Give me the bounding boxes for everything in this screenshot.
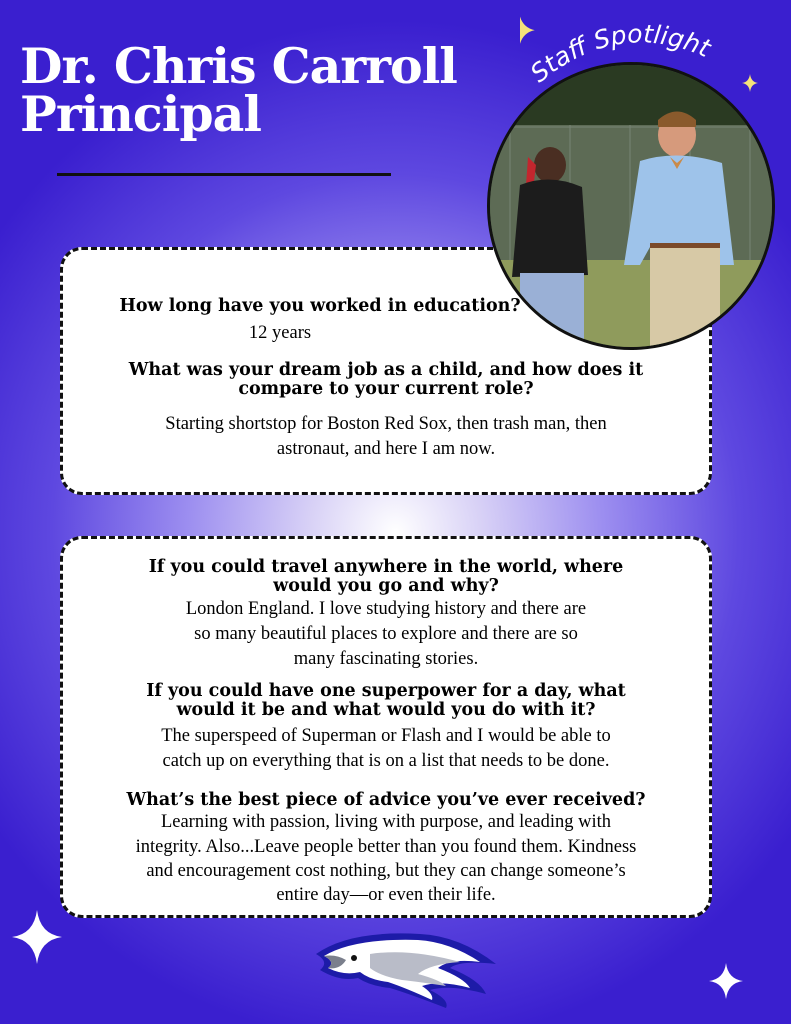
question-superpower-line1: If you could have one superpower for a day, what: [146, 681, 626, 701]
small-sparkle-star-icon: [742, 74, 758, 92]
title-divider: [57, 173, 391, 176]
question-experience: How long have you worked in education?: [119, 296, 521, 316]
answer-advice-line4: entire day—or even their life.: [276, 885, 496, 905]
question-travel-line1: If you could travel anywhere in the world, where: [148, 557, 624, 577]
answer-superpower-line2: catch up on everything that is on a list that needs to be done.: [162, 751, 610, 771]
sparkle-star-icon: [520, 11, 535, 48]
sparkle-star-icon: [708, 962, 744, 1000]
answer-experience: 12 years: [248, 323, 312, 343]
answer-superpower-line1: The superspeed of Superman or Flash and I would be able to: [161, 726, 611, 746]
principal-photo: [487, 62, 775, 350]
question-advice: What’s the best piece of advice you’ve ever received?: [126, 790, 646, 810]
banner-text: Staff Spotlight: [524, 19, 715, 89]
answer-travel-line2: so many beautiful places to explore and there are so: [194, 624, 578, 644]
answer-travel-line3: many fascinating stories.: [293, 649, 479, 669]
eagle-head-logo: [310, 924, 500, 1010]
sparkle-star-icon: [10, 908, 64, 966]
answer-advice-line3: and encouragement cost nothing, but they can change someone’s: [146, 861, 626, 881]
role-heading: Principal: [20, 85, 261, 143]
page-title: [20, 37, 457, 143]
answer-dream-job-line2: astronaut, and here I am now.: [276, 439, 496, 459]
answer-advice-line2: integrity. Also...Leave people better than you found them. Kindness: [135, 837, 637, 857]
question-dream-job-line1: What was your dream job as a child, and how does it: [128, 360, 644, 380]
question-travel-line2: would you go and why?: [273, 576, 499, 596]
question-superpower-line2: would it be and what would you do with it?: [176, 700, 596, 720]
answer-advice-line1: Learning with passion, living with purpose, and leading with: [160, 812, 612, 832]
answer-travel-line1: London England. I love studying history and there are: [185, 599, 587, 619]
name-heading: Dr. Chris Carroll: [20, 37, 457, 95]
answer-dream-job-line1: Starting shortstop for Boston Red Sox, then trash man, then: [165, 414, 607, 434]
question-dream-job-line2: compare to your current role?: [238, 379, 534, 399]
